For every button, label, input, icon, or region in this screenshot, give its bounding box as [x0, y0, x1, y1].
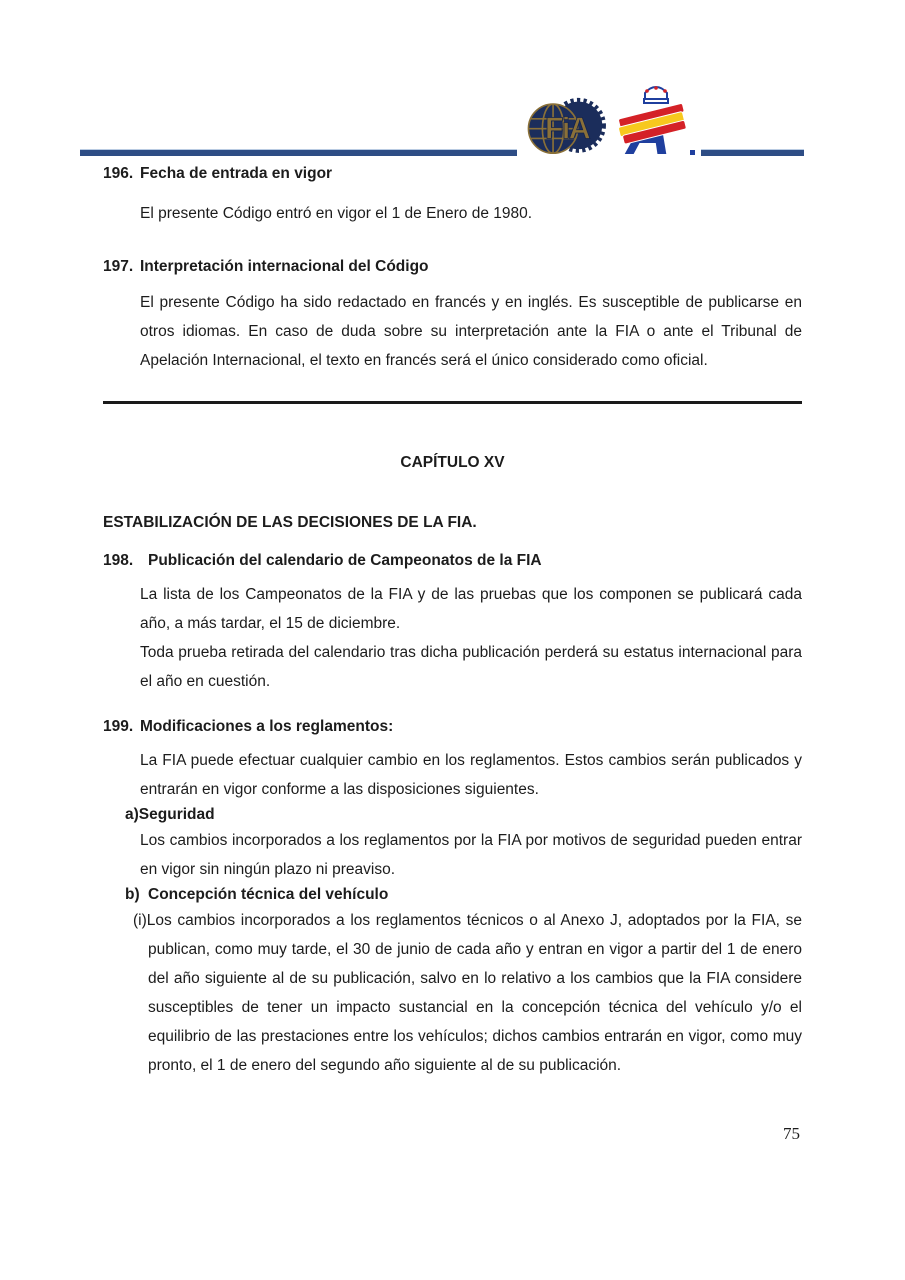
page-number: 75	[783, 1124, 800, 1143]
subsection-a-heading	[103, 804, 802, 826]
section-199-paragraph: La FIA puede efectuar cualquier cambio en los reglamentos. Estos cambios serán publicados y entrarán en vigor conforme a las disposiciones siguientes.	[140, 752, 802, 798]
subsection-b-title: Concepción técnica del vehículo	[148, 886, 389, 903]
section-199-title: Modificaciones a los reglamentos:	[140, 718, 394, 735]
item-i-paragraph	[103, 906, 802, 1080]
section-196-title: Fecha de entrada en vigor	[140, 165, 333, 182]
header-rule-left	[80, 149, 517, 156]
fia-logo-icon	[526, 94, 608, 160]
rfeda-logo-icon	[614, 84, 698, 162]
section-197-title: Interpretación internacional del Código	[140, 258, 429, 275]
section-197-paragraph: El presente Código ha sido redactado en francés y en inglés. Es susceptible de publicarse en otros idiomas. En caso de duda sobre su interpretación ante la FIA o ante el Tribunal de Apelación Internacional, el texto en francés será el único considerado como oficial.	[140, 294, 802, 369]
section-196-number: 196.	[103, 165, 134, 182]
section-divider	[103, 401, 802, 404]
subsection-a-label: a)	[125, 806, 139, 823]
section-196-paragraph: El presente Código entró en vigor el 1 de Enero de 1980.	[140, 205, 533, 222]
chapter-title: CAPÍTULO XV	[400, 454, 505, 471]
section-198-title: Publicación del calendario de Campeonatos de la FIA	[148, 552, 542, 569]
subsection-a-title: Seguridad	[138, 806, 215, 823]
section-197-number: 197.	[103, 258, 134, 275]
section-199-heading	[103, 716, 802, 738]
item-i-label: (i)	[133, 912, 147, 929]
fia-logo-text: FiA	[545, 112, 589, 146]
subsection-b-heading	[103, 884, 802, 906]
header-rule-right	[701, 149, 804, 156]
section-197-heading	[103, 256, 802, 278]
chapter-subtitle: ESTABILIZACIÓN DE LAS DECISIONES DE LA FIA.	[103, 514, 477, 531]
document-content	[103, 163, 802, 1080]
subsection-a-paragraph: Los cambios incorporados a los reglamentos por la FIA por motivos de seguridad pueden entrar en vigor sin ningún plazo ni preaviso.	[140, 832, 802, 878]
section-199-number: 199.	[103, 718, 134, 735]
section-198-paragraph-1: La lista de los Campeonatos de la FIA y de las pruebas que los componen se publicará cada año, a más tardar, el 15 de diciembre.	[140, 586, 802, 632]
section-196-heading	[103, 163, 802, 185]
subsection-b-label: b)	[125, 886, 140, 903]
section-198-number: 198.	[103, 552, 134, 569]
section-198-paragraph-2: Toda prueba retirada del calendario tras dicha publicación perderá su estatus internacional para el año en cuestión.	[140, 644, 802, 690]
section-198-heading	[103, 550, 802, 572]
item-i-text: Los cambios incorporados a los reglamentos técnicos o al Anexo J, adoptados por la FIA, se publican, como muy tarde, el 30 de junio de cada año y entran en vigor a partir del 1 de enero del año siguiente al de su publicación, salvo en lo relativo a los cambios que la FIA considere susceptibles de tener un impacto sustancial en la concepción técnica del vehículo y/o el equilibrio de las prestaciones entre los vehículos; dichos cambios entrarán en vigor, como muy pronto, el 1 de enero del segundo año siguiente al de su publicación.	[146, 912, 802, 1074]
